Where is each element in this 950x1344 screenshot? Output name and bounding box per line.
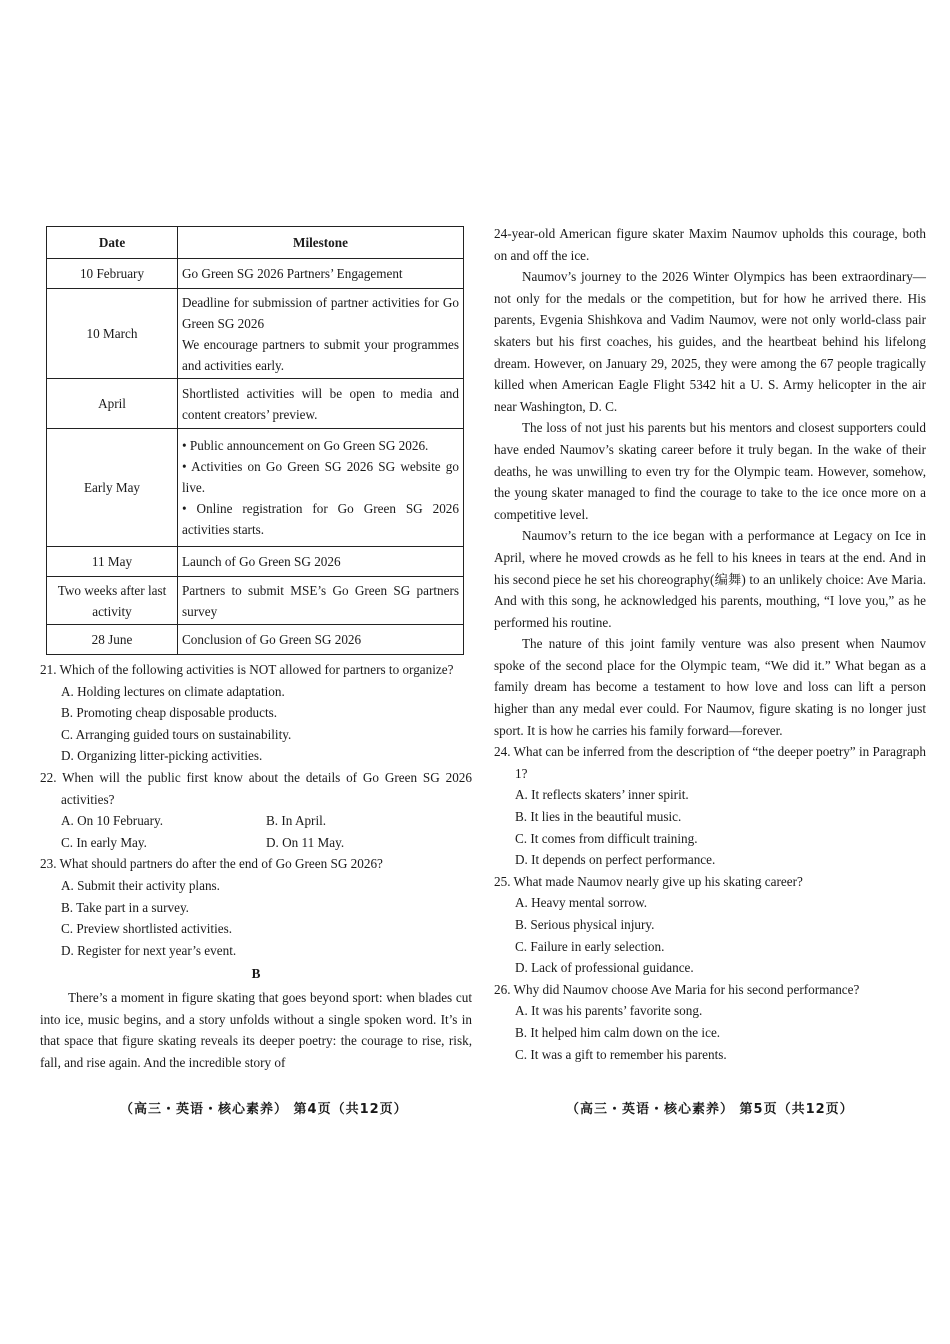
passage-paragraph-3: The loss of not just his parents but his mentors and closest supporters could have ended Naumov’s skating career before it truly began. In the wake of their deaths, he was unwilling to even try for the Olympic team. However, somehow, the young skater managed to find the courage to take to the ice once more on a competitive level. xyxy=(494,420,926,522)
question-23 xyxy=(40,853,472,961)
milestone-text: Partners to submit MSE’s Go Green SG partners survey xyxy=(182,582,459,619)
table-row xyxy=(47,577,464,625)
option-b: B. It helped him calm down on the ice. xyxy=(515,1024,721,1040)
passage-paragraph-4: Naumov’s return to the ice began with a performance at Legacy on Ice in April, where he moved crowds as he fell to his knees in tears at the end. And in his second piece he set his choreography(编舞) to an unlikely choice: Ave Maria. And with this song, he acknowledged his parents, mouthing, “I love you,” as he performed his routine. xyxy=(494,528,926,630)
passage-paragraph-2: Naumov’s journey to the 2026 Winter Olympics has been extraordinary—not only for the medals or the competition, but for how he arrived there. His parents, Evgenia Shishkova and Vadim Naumov, were not only world-class pair skaters but his first coaches, his guides, and the heartbeat behind his lifelong dream. However, on January 29, 2025, they were among the 67 people tragically killed when American Eagle Flight 5342 hit a U. S. Army helicopter in the air near Washington, D. C. xyxy=(494,269,926,414)
option-a: A. Submit their activity plans. xyxy=(61,877,220,893)
date-header: Date xyxy=(47,227,178,259)
option-d: D. On 11 May. xyxy=(266,834,345,850)
date-cell: April xyxy=(47,379,178,429)
option-a: A. It reflects skaters’ inner spirit. xyxy=(515,787,689,803)
table-row xyxy=(47,289,464,379)
question-21 xyxy=(40,659,472,767)
question-stem: 22. When will the public first know about the details of Go Green SG 2026 activities? xyxy=(40,769,472,807)
table-row xyxy=(47,429,464,547)
question-24 xyxy=(494,741,926,871)
question-stem: 26. Why did Naumov choose Ave Maria for his second performance? xyxy=(494,981,860,997)
milestone-text: Conclusion of Go Green SG 2026 xyxy=(182,632,362,647)
date-cell: 10 February xyxy=(47,259,178,289)
question-26 xyxy=(494,979,926,1065)
option-d: D. Lack of professional guidance. xyxy=(515,960,694,976)
date-cell: 11 May xyxy=(47,547,178,577)
question-stem: 25. What made Naumov nearly give up his skating career? xyxy=(494,873,803,889)
table-row xyxy=(47,379,464,429)
option-d: D. Organizing litter-picking activities. xyxy=(61,748,263,764)
option-c: C. Arranging guided tours on sustainability. xyxy=(61,726,292,742)
milestone-cell xyxy=(178,577,464,625)
right-column xyxy=(494,223,926,1065)
milestone-cell xyxy=(178,429,464,547)
milestone-cell xyxy=(178,289,464,379)
option-c: C. It comes from difficult training. xyxy=(515,830,698,846)
option-row xyxy=(40,810,472,832)
question-stem: 24. What can be inferred from the description of “the deeper poetry” in Paragraph 1? xyxy=(494,744,926,781)
option-a: A. Heavy mental sorrow. xyxy=(515,895,648,911)
left-column xyxy=(40,226,472,1073)
milestone-cell xyxy=(178,547,464,577)
option-a: A. Holding lectures on climate adaptation. xyxy=(61,683,285,699)
milestone-text: We encourage partners to submit your programmes and activities early. xyxy=(182,336,459,373)
option-d: D. Register for next year’s event. xyxy=(61,942,237,958)
option-b: B. Promoting cheap disposable products. xyxy=(61,705,278,721)
question-stem: 23. What should partners do after the end of Go Green SG 2026? xyxy=(40,856,383,872)
passage-paragraph-1-continued: 24-year-old American figure skater Maxim Naumov upholds this courage, both on and off the ice. xyxy=(494,226,926,263)
date-cell: 28 June xyxy=(47,625,178,655)
date-cell: 10 March xyxy=(47,289,178,379)
page-footer-left: （高三・英语・核心素养） 第4页（共12页） xyxy=(120,1102,408,1117)
option-a: A. On 10 February. xyxy=(61,813,164,829)
option-b: B. It lies in the beautiful music. xyxy=(515,809,682,825)
option-c: C. Preview shortlisted activities. xyxy=(61,921,233,937)
table-row xyxy=(47,625,464,655)
option-c: C. Failure in early selection. xyxy=(515,938,665,954)
question-22 xyxy=(40,767,472,853)
question-25 xyxy=(494,871,926,979)
option-d: D. It depends on perfect performance. xyxy=(515,852,716,868)
date-cell: Early May xyxy=(47,429,178,547)
milestone-cell xyxy=(178,259,464,289)
section-b-heading: B xyxy=(251,966,261,982)
milestone-text: Go Green SG 2026 Partners’ Engagement xyxy=(182,266,403,281)
milestone-text: Shortlisted activities will be open to media and content creators’ preview. xyxy=(182,385,459,422)
table-header-row xyxy=(47,227,464,259)
milestone-bullet: • Public announcement on Go Green SG 2026. xyxy=(182,438,429,453)
date-cell: Two weeks after last activity xyxy=(47,577,178,625)
option-c: C. It was a gift to remember his parents. xyxy=(515,1046,727,1062)
option-row xyxy=(40,832,472,854)
table-row xyxy=(47,259,464,289)
option-a: A. It was his parents’ favorite song. xyxy=(515,1003,703,1019)
milestone-table xyxy=(46,226,464,655)
milestone-header: Milestone xyxy=(178,227,464,259)
page-footer-right: （高三・英语・核心素养） 第5页（共12页） xyxy=(566,1102,854,1117)
milestone-bullet: • Activities on Go Green SG 2026 SG website go live. xyxy=(182,459,459,495)
milestone-cell xyxy=(178,379,464,429)
milestone-text: Launch of Go Green SG 2026 xyxy=(182,554,341,569)
option-b: B. Take part in a survey. xyxy=(61,899,189,915)
table-row xyxy=(47,547,464,577)
option-b: B. In April. xyxy=(266,813,327,829)
option-c: C. In early May. xyxy=(61,834,147,850)
passage-paragraph-5: The nature of this joint family venture was also present when Naumov spoke of the second place for the Olympic team, “We did it.” What began as a family dream has become a testament to how love and loss can lift a person higher than any medal ever could. For Naumov, figure skating is no longer just sport. It is how he carries his family forward—forever. xyxy=(494,636,926,738)
passage-paragraph-1: There’s a moment in figure skating that goes beyond sport: when blades cut into ice, music begins, and a story unfolds without a single spoken word. It’s in that space that figure skating reveals its deeper poetry: the courage to rise, risk, fall, and rise again. And the incredible story of xyxy=(40,989,472,1070)
milestone-cell xyxy=(178,625,464,655)
milestone-bullet: • Online registration for Go Green SG 2026 activities starts. xyxy=(182,501,459,537)
option-b: B. Serious physical injury. xyxy=(515,917,655,932)
milestone-text: Deadline for submission of partner activities for Go Green SG 2026 xyxy=(182,294,459,331)
question-stem: 21. Which of the following activities is NOT allowed for partners to organize? xyxy=(40,662,454,677)
